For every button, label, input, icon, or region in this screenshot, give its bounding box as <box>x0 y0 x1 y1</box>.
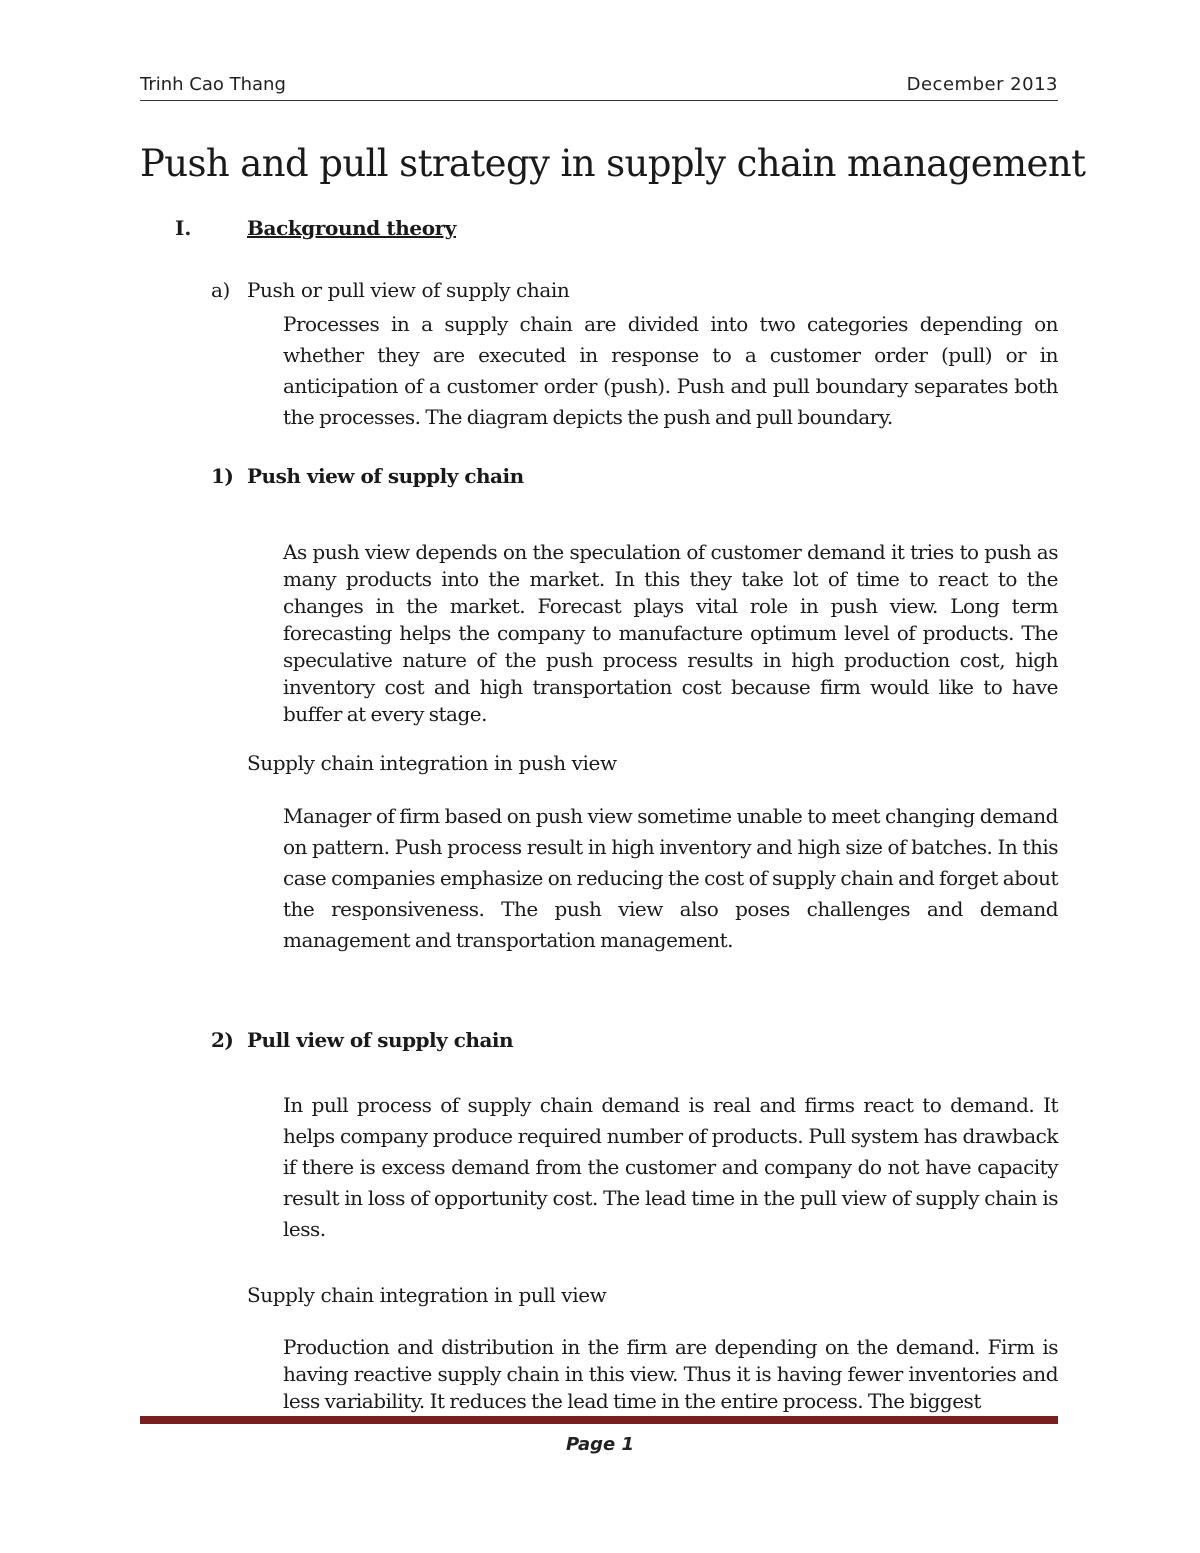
heading-pull-view: Pull view of supply chain <box>247 1028 514 1052</box>
footer-divider <box>140 1416 1058 1424</box>
heading-push-view: Push view of supply chain <box>247 464 524 488</box>
page-number: Page 1 <box>565 1434 635 1455</box>
header-author: Trinh Cao Thang <box>140 74 286 95</box>
heading-push-integration: Supply chain integration in push view <box>247 751 617 775</box>
heading-number: 1) <box>211 464 234 488</box>
paragraph-pull-integration: Production and distribution in the firm are depending on the demand. Firm is having reactive supply chain in this view. Thus it is having fewer inventories and less variability. It reduces the lead time in the entire process. The biggest <box>283 1335 1058 1413</box>
header-divider <box>140 100 1058 101</box>
paragraph-push-view: As push view depends on the speculation of customer demand it tries to push as many products into the market. In this they take lot of time to react to the changes in the market. Forecast plays vital role in push view. Long term forecasting helps the company to manufacture optimum level of products. The speculative nature of the push process results in high production cost, high inventory cost and high transportation cost because firm would like to have buffer at every stage. <box>283 540 1058 726</box>
paragraph-push-integration: Manager of firm based on push view sometime unable to meet changing demand on pattern. Push process result in high inventory and high size of batches. In this case companies emphasize on reducing the cost of supply chain and forget about the responsiveness. The push view also poses challenges and demand management and transportation management. <box>283 804 1058 952</box>
paragraph-push-pull-overview: Processes in a supply chain are divided into two categories depending on whether they are executed in response to a customer order (pull) or in anticipation of a customer order (push). Push and pull boundary separates both the processes. The diagram depicts the push and pull boundary. <box>283 312 1058 429</box>
paragraph-pull-view: In pull process of supply chain demand is real and firms react to demand. It helps company produce required number of products. Pull system has drawback if there is excess demand from the customer and company do not have capacity result in loss of opportunity cost. The lead time in the pull view of supply chain is less. <box>283 1093 1058 1241</box>
header-date: December 2013 <box>906 74 1058 95</box>
document-title: Push and pull strategy in supply chain management <box>140 142 1086 185</box>
heading-number: 2) <box>211 1028 234 1052</box>
heading-pull-integration: Supply chain integration in pull view <box>247 1283 607 1307</box>
section-number: I. <box>175 216 192 240</box>
subsection-title: Push or pull view of supply chain <box>247 278 570 302</box>
subsection-label: a) <box>211 278 230 302</box>
section-title: Background theory <box>247 216 456 240</box>
